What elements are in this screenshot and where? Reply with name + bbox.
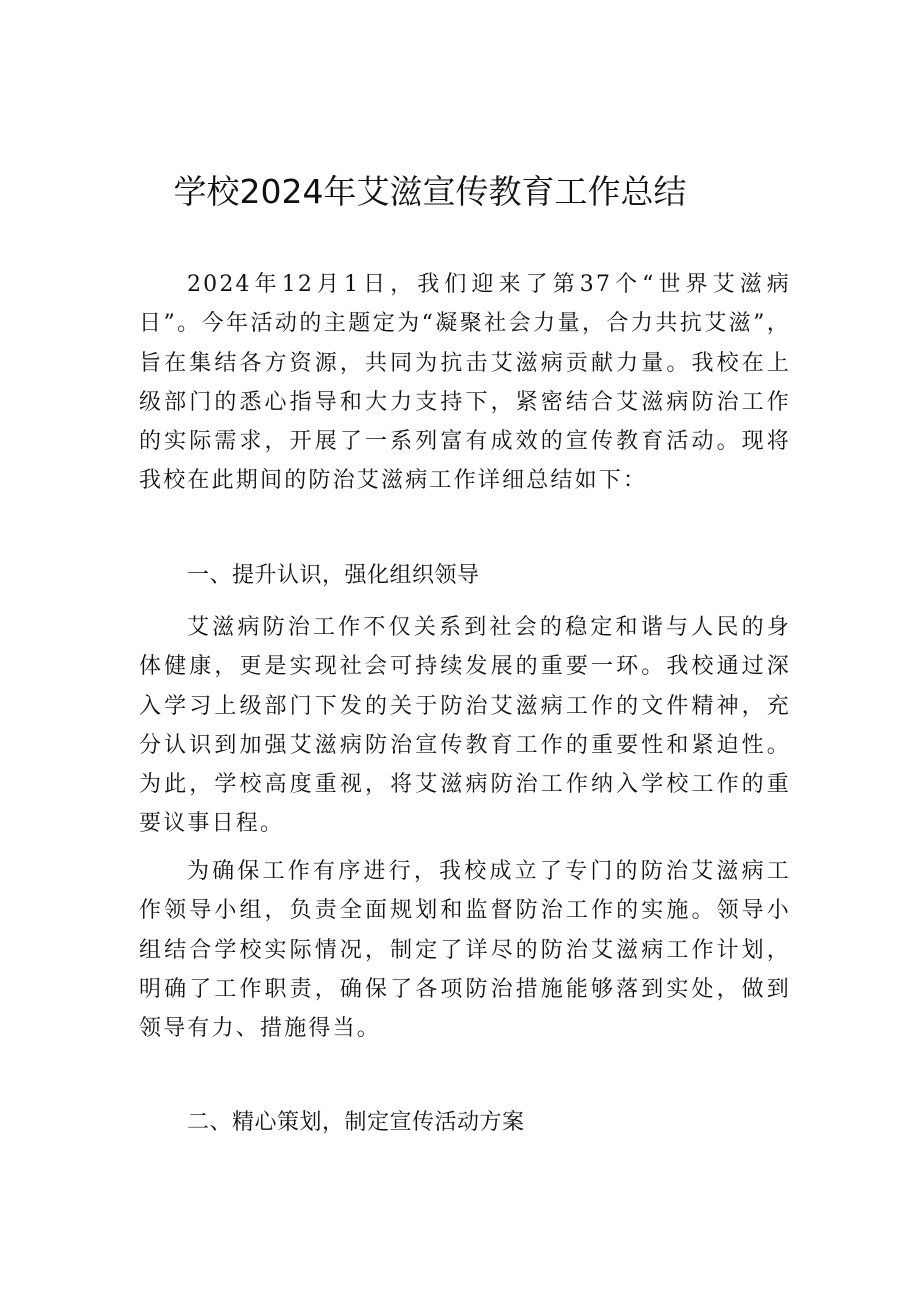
intro-paragraph: 2024年12月1日，我们迎来了第37个“世界艾滋病日”。今年活动的主题定为“凝聚社会力量，合力共抗艾滋”，旨在集结各方资源，共同为抗击艾滋病贡献力量。我校在上级部门的悉心指导和大力支持下，紧密结合艾滋病防治工作的实际需求，开展了一系列富有成效的宣传教育活动。现将我校在此期间的防治艾滋病工作详细总结如下： xyxy=(139,272,791,494)
section-heading-1: 一、提升认识，强化组织领导 xyxy=(187,563,480,588)
section-1-paragraph-2: 为确保工作有序进行，我校成立了专门的防治艾滋病工作领导小组，负责全面规划和监督防治工作的实施。领导小组结合学校实际情况，制定了详尽的防治艾滋病工作计划，明确了工作职责，确保了各项防治措施能够落到实处，做到领导有力、措施得当。 xyxy=(139,859,791,1042)
section-1-paragraph-1: 艾滋病防治工作不仅关系到社会的稳定和谐与人民的身体健康，更是实现社会可持续发展的重要一环。我校通过深入学习上级部门下发的关于防治艾滋病工作的文件精神，充分认识到加强艾滋病防治宣传教育工作的重要性和紧迫性。为此，学校高度重视，将艾滋病防治工作纳入学校工作的重要议事日程。 xyxy=(139,615,791,837)
section-heading-2: 二、精心策划，制定宣传活动方案 xyxy=(187,1110,525,1135)
document-title: 学校2024年艾滋宣传教育工作总结 xyxy=(173,172,687,211)
